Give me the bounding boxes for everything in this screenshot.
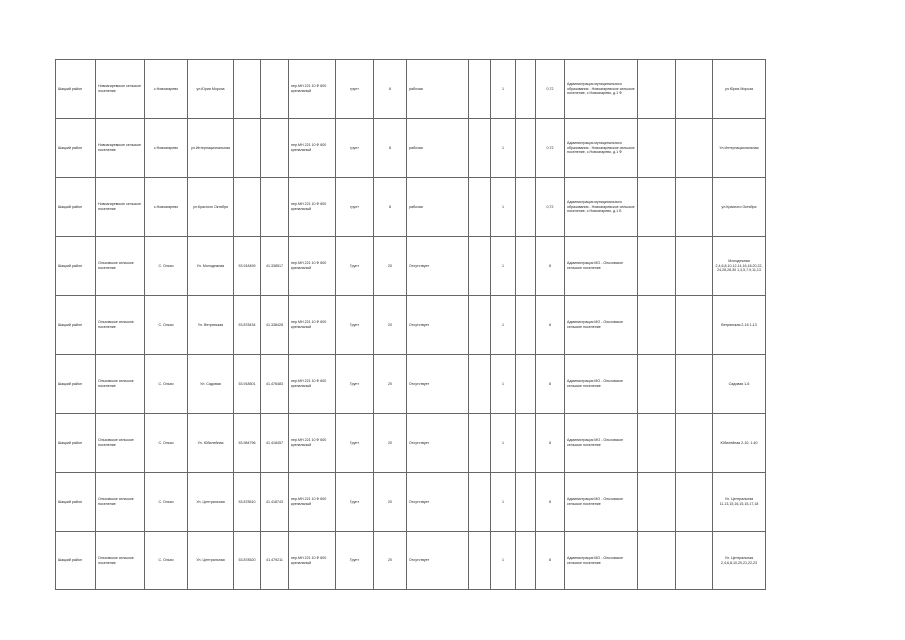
table-cell (676, 119, 713, 178)
table-cell: 1 (491, 532, 516, 590)
table-cell: Шацкий район (56, 178, 96, 237)
table-cell (638, 119, 676, 178)
table-cell: Новоагаревское сельское поселение (96, 119, 145, 178)
table-cell (676, 60, 713, 119)
table-cell: 20 (374, 296, 407, 355)
table-cell: 1 (491, 119, 516, 178)
table-cell (469, 60, 491, 119)
table-cell: 41.479211 (261, 532, 289, 590)
table-cell: 41.418457 (261, 414, 289, 473)
table-cell: грунт (336, 119, 374, 178)
table-cell (261, 60, 289, 119)
table-cell: 53.984796 (234, 414, 261, 473)
table-cell: 8 (536, 473, 565, 532)
table-cell: ул.Юрия Мороза (713, 60, 766, 119)
spreadsheet-page (55, 59, 765, 590)
table-cell: ул.Красного Октября (713, 178, 766, 237)
table-cell: 1 (491, 414, 516, 473)
table-cell (638, 355, 676, 414)
table-cell (261, 119, 289, 178)
table-row (56, 473, 766, 532)
table-cell: Ул.Интернациональная (713, 119, 766, 178)
data-table (55, 59, 766, 590)
table-cell: ул.Красного Октября (188, 178, 234, 237)
table-cell (676, 473, 713, 532)
table-cell: 8 (536, 296, 565, 355)
table-cell (676, 355, 713, 414)
table-cell: Ул. Садовая (188, 355, 234, 414)
table-cell: Ул. Центральная (188, 473, 234, 532)
table-cell: 8 (374, 119, 407, 178)
table-cell (516, 60, 536, 119)
table-cell: ул.Интернациональная (188, 119, 234, 178)
table-cell: С. Ольхи (145, 355, 188, 414)
table-cell: с.Новоагарево (145, 178, 188, 237)
table-cell (234, 119, 261, 178)
table-cell: Администрация муниципального образования - Новоагаревское сельское поселение, с.Новоагарево, д.1 Ф (565, 119, 638, 178)
table-cell (469, 296, 491, 355)
table-cell: грунт (336, 178, 374, 237)
table-cell: 8 (536, 532, 565, 590)
table-cell (469, 532, 491, 590)
table-cell: Грунт (336, 414, 374, 473)
table-cell: С. Ольхи (145, 296, 188, 355)
table-row (56, 296, 766, 355)
table-row (56, 532, 766, 590)
table-cell (676, 178, 713, 237)
table-cell: 1 (491, 237, 516, 296)
table-cell: 20 (374, 355, 407, 414)
table-cell: Грунт (336, 237, 374, 296)
table-cell: Администрация МО - Ольховское сельское поселение (565, 355, 638, 414)
table-cell (469, 473, 491, 532)
table-cell: Ольховское сельское поселение (96, 414, 145, 473)
table-cell: Ул. Центральная (188, 532, 234, 590)
table-cell: нер.МН 221 10 Ф 600 кренальный (289, 119, 336, 178)
table-cell: рабочая (407, 119, 469, 178)
table-cell (516, 237, 536, 296)
table-cell: Ольховское сельское поселение (96, 473, 145, 532)
table-cell: 8 (374, 60, 407, 119)
table-cell: 20 (374, 532, 407, 590)
table-cell: 1 (491, 296, 516, 355)
table-cell: Шацкий район (56, 473, 96, 532)
table-cell: С. Ольхи (145, 473, 188, 532)
table-row (56, 119, 766, 178)
table-cell: С. Ольхи (145, 414, 188, 473)
table-cell: Отсутствует (407, 237, 469, 296)
table-cell: Садовая 1-6 (713, 355, 766, 414)
table-cell: Шацкий район (56, 119, 96, 178)
table-cell: нер.МН 221 10 Ф 600 кренальный (289, 237, 336, 296)
table-cell (676, 296, 713, 355)
table-cell: Администрация МО - Ольховское сельское поселение (565, 237, 638, 296)
table-cell: 8 (536, 414, 565, 473)
table-cell: Ольховское сельское поселение (96, 237, 145, 296)
table-cell: рабочая (407, 178, 469, 237)
table-cell: Новоагаревское сельское поселение (96, 60, 145, 119)
table-cell (516, 473, 536, 532)
table-cell: нер.МН 221 10 Ф 600 кренальный (289, 355, 336, 414)
table-row (56, 178, 766, 237)
table-cell (638, 532, 676, 590)
table-cell: Отсутствует (407, 355, 469, 414)
table-cell: Шацкий район (56, 355, 96, 414)
table-cell (516, 178, 536, 237)
table-cell (469, 119, 491, 178)
table-cell (676, 237, 713, 296)
table-cell: 41.418743 (261, 473, 289, 532)
table-cell: 53.878510 (234, 473, 261, 532)
table-cell: Шацкий район (56, 296, 96, 355)
table-cell: Ветрянская 2-16 1-13 (713, 296, 766, 355)
table-cell (638, 296, 676, 355)
table-cell (469, 355, 491, 414)
table-cell: Грунт (336, 532, 374, 590)
table-cell: 1 (491, 178, 516, 237)
table-cell: Администрация МО - Ольховское сельское поселение (565, 414, 638, 473)
table-cell: Шацкий район (56, 414, 96, 473)
table-cell: Грунт (336, 296, 374, 355)
table-cell (676, 532, 713, 590)
table-cell: Молодежная 2,4,6,8,10,12,14,16,18,20,22,24,26,28,30 1,3,5,7,9,11,13 (713, 237, 766, 296)
table-cell (638, 60, 676, 119)
table-cell: 41.476483 (261, 355, 289, 414)
table-cell: Отсутствует (407, 532, 469, 590)
table-cell: 20 (374, 237, 407, 296)
table-cell: Грунт (336, 473, 374, 532)
table-cell (638, 237, 676, 296)
table-cell: 8 (536, 237, 565, 296)
table-cell: рабочая (407, 60, 469, 119)
table-cell: Администрация МО - Ольховское сельское поселение (565, 296, 638, 355)
table-cell: Юбилейная 2-10, 1-40 (713, 414, 766, 473)
table-cell: 53.878520 (234, 532, 261, 590)
table-cell: 41.338517 (261, 237, 289, 296)
table-cell: грунт (336, 60, 374, 119)
table-cell: Администрация МО - Ольховское сельское поселение (565, 473, 638, 532)
table-cell: Ольховское сельское поселение (96, 532, 145, 590)
table-cell: ул.Юрия Мороза (188, 60, 234, 119)
table-cell (516, 532, 536, 590)
table-cell (516, 355, 536, 414)
table-cell (638, 178, 676, 237)
table-cell (234, 60, 261, 119)
table-cell: Шацкий район (56, 532, 96, 590)
table-cell (469, 237, 491, 296)
table-cell: Администрация муниципального образования - Новоагаревское сельское поселение, с.Новоагарево, д.1 Ф (565, 60, 638, 119)
table-cell (516, 119, 536, 178)
table-cell: с.Новоагарево (145, 119, 188, 178)
table-cell: Ул. Молодежная (188, 237, 234, 296)
table-cell (638, 473, 676, 532)
table-cell: Шацкий район (56, 60, 96, 119)
table-cell: 8 (536, 355, 565, 414)
table-row (56, 60, 766, 119)
table-cell: 53.878434 (234, 296, 261, 355)
table-cell (638, 414, 676, 473)
table-cell: с.Новоагарево (145, 60, 188, 119)
table-cell: Ул. Центральная 2,4,6,8,10,20,21,22,23 (713, 532, 766, 590)
table-cell (516, 414, 536, 473)
table-cell: Грунт (336, 355, 374, 414)
table-cell: 1 (491, 60, 516, 119)
table-cell: С. Ольхи (145, 237, 188, 296)
table-cell: 0,72 (536, 119, 565, 178)
table-cell: 0,72 (536, 178, 565, 237)
table-cell: нер.МН 221 10 Ф 600 кренальный (289, 532, 336, 590)
table-cell: 53.918459 (234, 237, 261, 296)
table-cell: нер.МН 221 10 Ф 600 кренальный (289, 60, 336, 119)
table-cell: 53.918501 (234, 355, 261, 414)
table-cell (234, 178, 261, 237)
table-row (56, 355, 766, 414)
table-row (56, 414, 766, 473)
table-cell: Шацкий район (56, 237, 96, 296)
table-cell: Ольховское сельское поселение (96, 296, 145, 355)
table-cell (676, 414, 713, 473)
table-cell: Отсутствует (407, 473, 469, 532)
table-cell: нер.МН 221 10 Ф 600 кренальный (289, 414, 336, 473)
table-cell: 0,72 (536, 60, 565, 119)
table-cell: Администрация МО - Ольховское сельское поселение (565, 532, 638, 590)
table-cell: Ольховское сельское поселение (96, 355, 145, 414)
table-cell (469, 178, 491, 237)
table-cell: Отсутствует (407, 414, 469, 473)
table-cell: 20 (374, 414, 407, 473)
table-cell (516, 296, 536, 355)
table-cell: 20 (374, 473, 407, 532)
table-body (56, 60, 766, 590)
table-cell (261, 178, 289, 237)
table-cell: Ул. Ветрянская (188, 296, 234, 355)
table-cell: Ул. Центральная 11,13,15,16,15,15,17,18 (713, 473, 766, 532)
table-cell: 8 (374, 178, 407, 237)
table-cell: Администрация муниципального образования - Новоагаревское сельское поселение, с.Новоагарево, д.1 Б (565, 178, 638, 237)
table-cell: С. Ольхи (145, 532, 188, 590)
table-cell: 41.338428 (261, 296, 289, 355)
table-cell: 1 (491, 473, 516, 532)
table-cell: нер.МН 221 10 Ф 600 кренальный (289, 296, 336, 355)
table-cell: нер.МН 221 10 Ф 600 кренальный (289, 473, 336, 532)
table-cell: Отсутствует (407, 296, 469, 355)
table-cell: Ул. Юбилейная (188, 414, 234, 473)
table-cell: 1 (491, 355, 516, 414)
table-row (56, 237, 766, 296)
table-cell: нер.МН 221 10 Ф 600 кренальный (289, 178, 336, 237)
table-cell: Новоагаревское сельское поселение (96, 178, 145, 237)
table-cell (469, 414, 491, 473)
